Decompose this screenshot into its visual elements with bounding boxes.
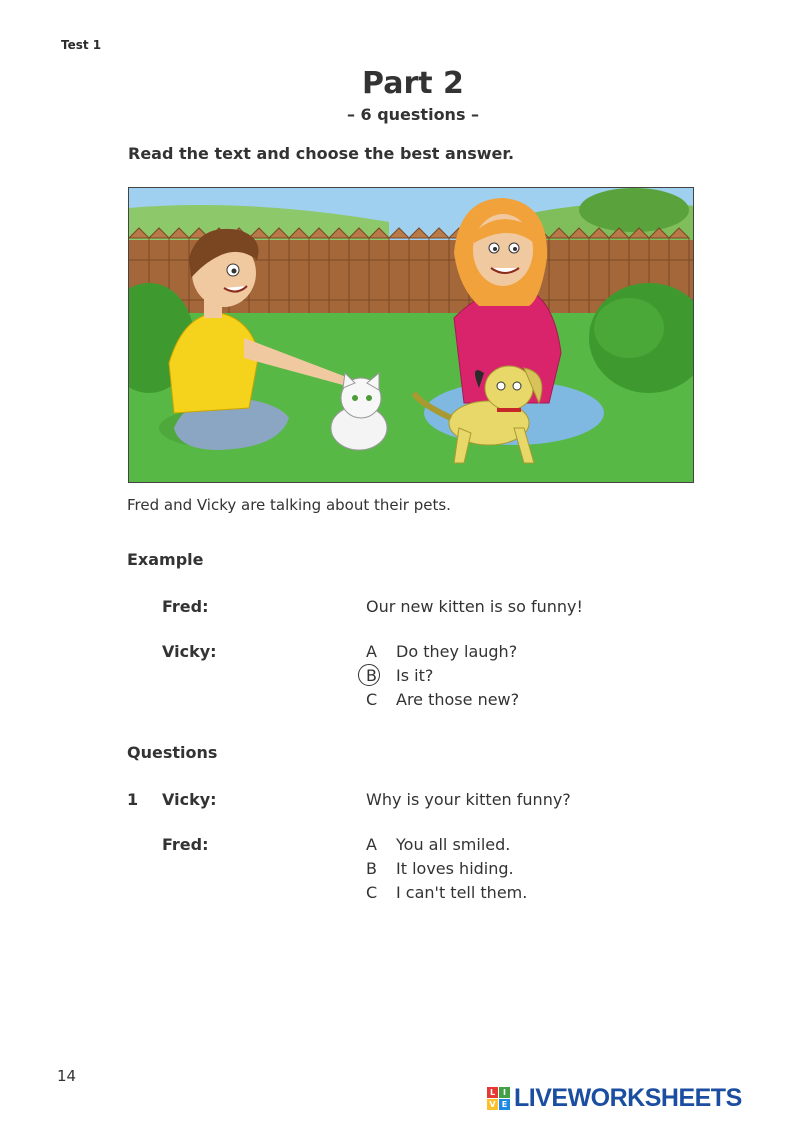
question-line: Why is your kitten funny?	[366, 790, 571, 809]
option-text: You all smiled.	[396, 835, 511, 854]
scene-illustration	[128, 187, 694, 483]
garden-scene-image	[129, 188, 694, 483]
logo-tile: L	[487, 1087, 498, 1098]
option-letter-text: B	[366, 666, 377, 685]
logo-tile: E	[499, 1099, 510, 1110]
answer-circle-mark	[358, 664, 380, 686]
example-option-b[interactable]	[366, 664, 519, 688]
scene-caption: Fred and Vicky are talking about their pets.	[127, 496, 451, 514]
question-speaker-vicky: Vicky:	[162, 790, 217, 809]
option-letter: A	[366, 642, 377, 661]
liveworksheets-brand	[487, 1084, 742, 1113]
question-option-a[interactable]	[366, 833, 527, 857]
part-subtitle: – 6 questions –	[346, 105, 480, 124]
question-option-c[interactable]	[366, 881, 527, 905]
option-text: It loves hiding.	[396, 859, 514, 878]
option-text: Do they laugh?	[396, 642, 518, 661]
question-speaker-fred: Fred:	[162, 835, 209, 854]
example-heading: Example	[127, 550, 204, 569]
option-letter: B	[366, 859, 377, 878]
option-letter	[366, 664, 396, 688]
page-number: 14	[57, 1067, 77, 1085]
example-option-c[interactable]	[366, 688, 519, 712]
question-option-b[interactable]	[366, 857, 527, 881]
part-title: Part 2	[362, 66, 464, 101]
example-options	[366, 640, 519, 712]
logo-tile: I	[499, 1087, 510, 1098]
option-text: Is it?	[396, 666, 434, 685]
example-speaker-vicky: Vicky:	[162, 642, 217, 661]
option-letter: A	[366, 835, 377, 854]
example-option-a[interactable]	[366, 640, 519, 664]
question-number: 1	[127, 790, 139, 809]
example-line: Our new kitten is so funny!	[366, 597, 583, 616]
option-text: Are those new?	[396, 690, 520, 709]
brand-name: LIVEWORKSHEETS	[514, 1084, 742, 1112]
option-letter: C	[366, 883, 378, 902]
option-text: I can't tell them.	[396, 883, 528, 902]
example-speaker-fred: Fred:	[162, 597, 209, 616]
liveworksheets-logo-icon	[487, 1087, 510, 1110]
question-options	[366, 833, 527, 905]
logo-tile: V	[487, 1099, 498, 1110]
test-label: Test 1	[61, 38, 102, 52]
questions-heading: Questions	[127, 743, 218, 762]
option-letter: C	[366, 690, 378, 709]
instruction-text: Read the text and choose the best answer.	[128, 144, 515, 163]
